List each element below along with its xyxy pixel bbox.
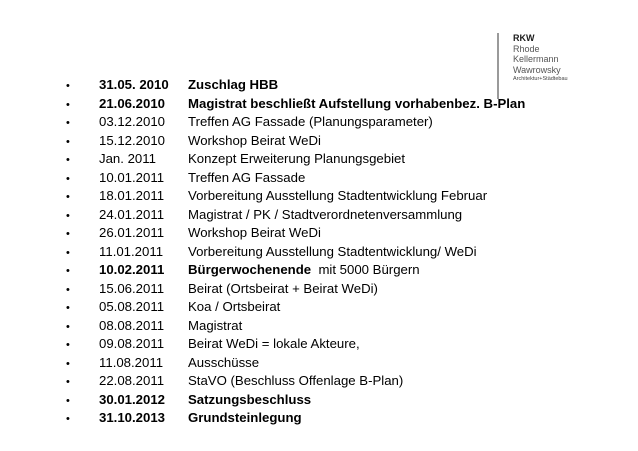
timeline-event — [188, 207, 606, 222]
timeline-item — [66, 299, 606, 318]
timeline-event-text: Satzungsbeschluss — [188, 391, 312, 407]
timeline-item — [66, 96, 606, 115]
bullet-icon: • — [66, 283, 70, 296]
timeline-event — [188, 151, 606, 166]
timeline-item — [66, 151, 606, 170]
timeline-event — [188, 114, 606, 129]
timeline-event-text: Treffen AG Fassade — [188, 169, 306, 185]
timeline-date: 11.08.2011 — [99, 354, 164, 370]
timeline-item — [66, 170, 606, 189]
bullet-icon: • — [66, 302, 70, 314]
timeline-date: 11.01.2011 — [99, 243, 164, 259]
timeline-item — [66, 225, 606, 244]
bullet-icon: • — [66, 98, 70, 111]
timeline-event — [188, 244, 606, 259]
timeline-event-text: Magistrat — [188, 317, 243, 333]
timeline-event — [188, 77, 606, 92]
timeline-event — [188, 133, 606, 148]
bullet-icon: • — [66, 228, 70, 240]
timeline-event — [188, 96, 606, 111]
timeline-date: 09.08.2011 — [99, 336, 165, 351]
timeline-date: 10.02.2011 — [99, 262, 165, 277]
timeline-event-text: Beirat WeDi = lokale Akteure, — [188, 336, 360, 351]
timeline-item — [66, 114, 606, 133]
timeline-item — [66, 392, 606, 411]
timeline-date: 15.06.2011 — [99, 280, 165, 296]
timeline-event-text: Treffen AG Fassade (Planungsparameter) — [188, 114, 433, 129]
timeline-item — [66, 318, 606, 337]
bullet-icon: • — [66, 135, 70, 148]
timeline-item — [66, 188, 606, 207]
bullet-icon: • — [66, 117, 70, 129]
timeline-date: 03.12.2010 — [99, 114, 166, 129]
timeline-event — [188, 170, 606, 185]
logo-tagline: Architektur+Städtebau — [513, 76, 568, 83]
timeline-event-text: Konzept Erweiterung Planungsgebiet — [188, 151, 406, 166]
timeline-event — [188, 299, 606, 314]
timeline-list — [66, 77, 606, 429]
timeline-date: 18.01.2011 — [99, 188, 165, 203]
timeline-event — [188, 318, 606, 333]
timeline-event-text: Magistrat / PK / Stadtverordnetenversammlung — [188, 206, 463, 222]
timeline-event-text: Koa / Ortsbeirat — [188, 299, 281, 314]
bullet-icon: • — [66, 154, 70, 166]
timeline-event-text: Bürgerwochenende — [188, 262, 312, 277]
bullet-icon: • — [66, 394, 70, 407]
timeline-event — [188, 188, 606, 203]
logo-name-2: Kellermann — [513, 54, 559, 65]
timeline-event — [188, 225, 606, 240]
bullet-icon: • — [66, 357, 70, 370]
bullet-icon: • — [66, 172, 70, 185]
timeline-item — [66, 373, 606, 392]
bullet-icon: • — [66, 191, 70, 203]
timeline-date: 26.01.2011 — [99, 225, 165, 240]
timeline-event-text: Vorbereitung Ausstellung Stadtentwicklung Februar — [188, 188, 488, 203]
bullet-icon: • — [66, 376, 70, 388]
logo-name-3: Wawrowsky — [513, 64, 561, 75]
timeline-item — [66, 355, 606, 374]
timeline-event — [188, 373, 606, 388]
logo-brand: RKW — [513, 33, 535, 43]
timeline-date: 05.08.2011 — [99, 299, 165, 314]
timeline-event-text: Magistrat beschließt Aufstellung vorhabenbez. B-Plan — [188, 95, 526, 111]
timeline-item — [66, 133, 606, 152]
timeline-item — [66, 410, 606, 429]
bullet-icon: • — [66, 265, 70, 277]
timeline-event — [188, 281, 606, 296]
timeline-date: 31.10.2013 — [99, 410, 166, 425]
timeline-event-text: Ausschüsse — [188, 354, 260, 370]
timeline-date: 22.08.2011 — [99, 373, 165, 388]
timeline-event-text: Workshop Beirat WeDi — [188, 132, 321, 148]
timeline-date: 08.08.2011 — [99, 317, 165, 333]
timeline-item — [66, 77, 606, 96]
bullet-icon: • — [66, 413, 70, 425]
bullet-icon: • — [66, 246, 70, 259]
timeline-date: 15.12.2010 — [99, 132, 166, 148]
logo-name-1: Rhode — [513, 43, 540, 54]
timeline-event-text: Grundsteinlegung — [188, 410, 302, 425]
timeline-date: 24.01.2011 — [99, 206, 165, 222]
timeline-date: 21.06.2010 — [99, 95, 166, 111]
timeline-event — [188, 410, 606, 425]
timeline-item — [66, 244, 606, 263]
timeline-event-text: Zuschlag HBB — [188, 77, 279, 92]
timeline-date: 30.01.2012 — [99, 391, 166, 407]
timeline-event — [188, 392, 606, 407]
bullet-icon: • — [66, 80, 70, 92]
timeline-date: Jan. 2011 — [99, 151, 156, 166]
timeline-event-extra: mit 5000 Bürgern — [318, 262, 420, 277]
timeline-date: 10.01.2011 — [99, 169, 165, 185]
timeline-event-text: Vorbereitung Ausstellung Stadtentwicklung/ WeDi — [188, 243, 477, 259]
timeline-item — [66, 281, 606, 300]
timeline-item — [66, 336, 606, 355]
timeline-item — [66, 262, 606, 281]
bullet-icon: • — [66, 320, 70, 333]
timeline-date: 31.05. 2010 — [99, 77, 169, 92]
timeline-item — [66, 207, 606, 226]
bullet-icon: • — [66, 209, 70, 222]
timeline-event-text: Beirat (Ortsbeirat + Beirat WeDi) — [188, 280, 378, 296]
timeline-event — [188, 355, 606, 370]
timeline-event — [188, 336, 606, 351]
timeline-event — [188, 262, 606, 277]
timeline-event-text: Workshop Beirat WeDi — [188, 225, 321, 240]
bullet-icon: • — [66, 339, 70, 351]
timeline-event-text: StaVO (Beschluss Offenlage B-Plan) — [188, 373, 404, 388]
